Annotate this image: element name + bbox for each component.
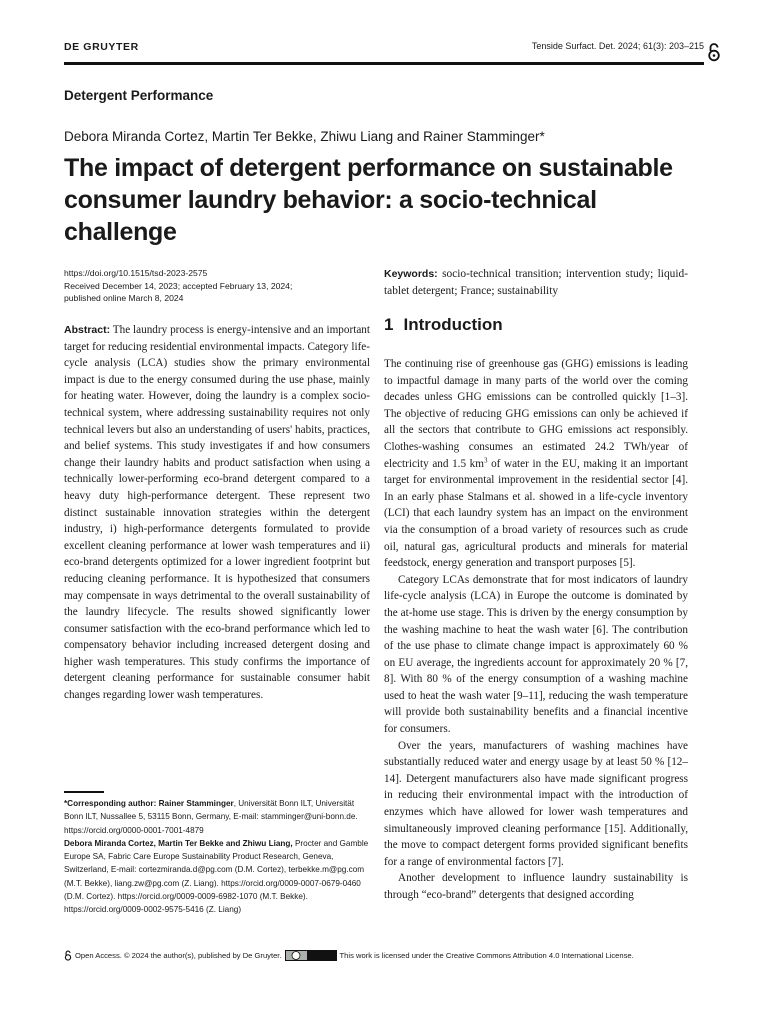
footnote-rule [64,791,104,793]
paragraph: Over the years, manufacturers of washing machines have substantially reduced water and energy usage by at least 50 % [12–14]. Detergent manufacturers also have made significant progress in reducing their environmental impact with the introduction of enzymes which have allowed for lower wash temperatures and simultaneously improved cleaning performance [15]. Additionally, the move to compact detergent forms provided significant benefits for a range of environmental factors [7]. [384,739,688,868]
paragraph: Category LCAs demonstrate that for most indicators of laundry life-cycle analysis (LCA) in Europe the outcome is dominated by the at-home use stage. This is driven by the energy consumption by the washing machine to heat the wash water [6]. The contribution of the use phase to climate change impact is approximately 60 % on EU average, the ingredients account for approximately 20 % [7, 8]. With 80 % of the energy consumption of a washing machine used to heat the wash water [9–11], reducing the wash temperature will provide both sustainability benefits and a financial incentive for consumers. [384,573,688,736]
cc-by-badge-icon[interactable] [285,950,337,961]
header-rule [64,62,704,65]
keywords-label: Keywords: [384,268,438,280]
section-number: 1 [384,315,394,334]
coauthors-note [64,837,374,917]
coauthors-details: Procter and Gamble Europe SA, Fabric Care Europe Sustainability Product Research, Geneva, Switzerland, E-mail: cortezmiranda.d@pg.com (D.M. Cortez), terbekke.m@pg.com (M.T. Bekke), liang.zw@pg.com (Z. Liang). https://orcid.org/0009-0007-0679-0460 (D.M. Cortez). https://orcid.org/0009-0009-6982-1070 (M.T. Bekke). https://orcid.org/0009-0002-9575-5416 (Z. Liang) [64,838,369,915]
author-footnote [64,797,374,917]
doi-link[interactable]: https://doi.org/10.1515/tsd-2023-2575 [64,268,208,278]
abstract-text: The laundry process is energy-intensive and an important target for reducing residential environmental impacts. Category life-cycle analysis (LCA) studies show the primary environmental impact is due to the energy consumed during the use phase, mainly for heating water. However, doing the laundry is a complex socio-technical system, where addressing sustainability requires not only technical levers but also an understanding of users' habits, practices, and belief systems. This study investigates if and how consumers change their laundry habits and product satisfaction when using a technically lower-performing eco-brand detergent compared to a heavy duty high-performance detergent. These represent two distinct sustainable innovation strategies within the detergent industry, i) high-performance detergents formulated to provide excellent cleaning performance at lower wash temperatures and ii) eco-brand detergents optimized for a lower ingredient footprint but reducing cleaning performance. It is hypothesized that consumers may compensate in ways detrimental to the overall sustainability of the laundry lifecycle. The results showed significantly lower consumer satisfaction with the eco-brand performance which led to compensatory behavior including increased detergent dosing and higher wash temperatures. This study confirms the importance of detergent cleaning performance for sustainable consumer habit changes regarding lower wash temperatures. [64,324,370,702]
paragraph [384,356,688,572]
received-dates: Received December 14, 2023; accepted February 13, 2024; [64,280,293,291]
publisher-name: DE GRUYTER [64,41,139,53]
paragraph-text: of water in the EU, making it an important target for environmental improvement in the residential sector [4]. In an early phase Stalmans et al. showed in a life-cycle inventory (LCI) that each laundry system has an impact on the environment via the consumption of a broad variety of resources such as crude oil, natural gas, agricultural products and minerals for material feedstock, energy generation and transport purposes [5]. [384,457,689,570]
license-footer [64,948,704,962]
open-access-icon [707,42,721,67]
page-header [64,40,704,64]
open-access-statement: Open Access. © 2024 the author(s), published by De Gruyter. [75,950,282,960]
author-list: Debora Miranda Cortez, Martin Ter Bekke, Zhiwu Liang and Rainer Stamminger* [64,129,545,144]
corresponding-author-label: *Corresponding author: Rainer Stamminger [64,799,234,808]
license-statement[interactable]: This work is licensed under the Creative Commons Attribution 4.0 International License. [339,950,634,960]
abstract [64,322,370,704]
published-date: published online March 8, 2024 [64,293,184,303]
article-metadata [64,267,364,305]
journal-reference: Tenside Surfact. Det. 2024; 61(3): 203–215 [531,41,704,51]
open-access-icon [64,950,72,961]
section-heading-introduction [384,315,503,335]
corresponding-author-note [64,797,374,837]
section-label: Detergent Performance [64,88,214,103]
section-title: Introduction [403,315,503,334]
introduction-body [384,356,688,904]
paragraph-text: The continuing rise of greenhouse gas (GHG) emissions is leading to impactful damage in many parts of the world over the coming decades unless GHG emissions can be controlled quickly [1–3]. The objective of reducing GHG emissions can only be achieved if all the sectors that contribute to GHG emissions act responsibly. Clothes-washing consumes an estimated 24.2 TWh/year of electricity and 1.5 km [384,358,688,470]
abstract-label: Abstract: [64,324,111,336]
keywords-text: socio-technical transition; intervention study; liquid-tablet detergent; France; sustainability [384,268,688,297]
paragraph: Another development to influence laundry sustainability is through “eco-brand” detergents that designed according [384,872,688,901]
corresponding-author-details: , Universität Bonn ILT, Universität Bonn ILT, Nussallee 5, 53115 Bonn, Germany, E-mail: stamminger@uni-bonn.de. https://orcid.org/0000-0001-7001-4879 [64,799,358,835]
superscript: 3 [483,455,488,464]
coauthors-label: Debora Miranda Cortez, Martin Ter Bekke and Zhiwu Liang, [64,838,293,848]
keywords [384,266,688,299]
article-title: The impact of detergent performance on sustainable consumer laundry behavior: a socio-technical challenge [64,154,673,246]
